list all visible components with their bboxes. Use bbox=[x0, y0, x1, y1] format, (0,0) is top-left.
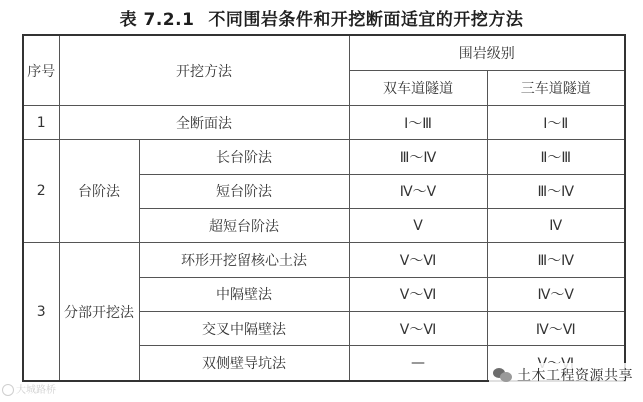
row-triple: Ⅳ bbox=[487, 208, 625, 242]
wechat-icon bbox=[493, 367, 513, 383]
row-triple: Ⅱ～Ⅲ bbox=[487, 140, 625, 174]
row-double: Ⅴ～Ⅵ bbox=[349, 243, 487, 277]
row-method: 中隔壁法 bbox=[139, 277, 349, 311]
row-triple: Ⅲ～Ⅳ bbox=[487, 243, 625, 277]
header-double-lane: 双车道隧道 bbox=[349, 71, 487, 106]
excavation-methods-table bbox=[22, 34, 626, 382]
row-triple: Ⅳ～Ⅵ bbox=[487, 311, 625, 345]
table-number: 表 7.2.1 bbox=[119, 10, 195, 30]
row-double: — bbox=[349, 346, 487, 381]
header-grade: 围岩级别 bbox=[349, 35, 625, 71]
row-no: 1 bbox=[23, 106, 59, 140]
row-triple: Ⅰ～Ⅱ bbox=[487, 106, 625, 140]
header-method: 开挖方法 bbox=[59, 35, 349, 106]
row-double: Ⅴ bbox=[349, 208, 487, 242]
table-row bbox=[23, 106, 625, 140]
row-group: 分部开挖法 bbox=[59, 243, 139, 381]
table-caption bbox=[0, 5, 643, 30]
row-method: 环形开挖留核心土法 bbox=[139, 243, 349, 277]
row-double: Ⅳ～Ⅴ bbox=[349, 174, 487, 208]
source-watermark bbox=[2, 381, 56, 396]
row-method: 交叉中隔壁法 bbox=[139, 311, 349, 345]
row-triple: Ⅲ～Ⅳ bbox=[487, 174, 625, 208]
table-row bbox=[23, 140, 625, 174]
table-title: 不同围岩条件和开挖断面适宜的开挖方法 bbox=[208, 10, 524, 30]
header-no: 序号 bbox=[23, 35, 59, 106]
row-method: 双侧壁导坑法 bbox=[139, 346, 349, 381]
table-row bbox=[23, 243, 625, 277]
row-double: Ⅴ～Ⅵ bbox=[349, 311, 487, 345]
circle-icon bbox=[2, 384, 14, 396]
header-row-1 bbox=[23, 35, 625, 71]
row-triple: Ⅳ～Ⅴ bbox=[487, 277, 625, 311]
row-double: Ⅴ～Ⅵ bbox=[349, 277, 487, 311]
row-method: 短台阶法 bbox=[139, 174, 349, 208]
header-triple-lane: 三车道隧道 bbox=[487, 71, 625, 106]
row-method: 全断面法 bbox=[59, 106, 349, 140]
row-method: 长台阶法 bbox=[139, 140, 349, 174]
row-no: 3 bbox=[23, 243, 59, 381]
row-double: Ⅲ～Ⅳ bbox=[349, 140, 487, 174]
account-watermark-text: 土木工程资源共享 bbox=[517, 368, 633, 384]
source-watermark-text: 大城路桥 bbox=[16, 385, 56, 396]
row-group: 台阶法 bbox=[59, 140, 139, 243]
row-double: Ⅰ～Ⅲ bbox=[349, 106, 487, 140]
account-watermark bbox=[489, 363, 637, 387]
row-no: 2 bbox=[23, 140, 59, 243]
row-method: 超短台阶法 bbox=[139, 208, 349, 242]
